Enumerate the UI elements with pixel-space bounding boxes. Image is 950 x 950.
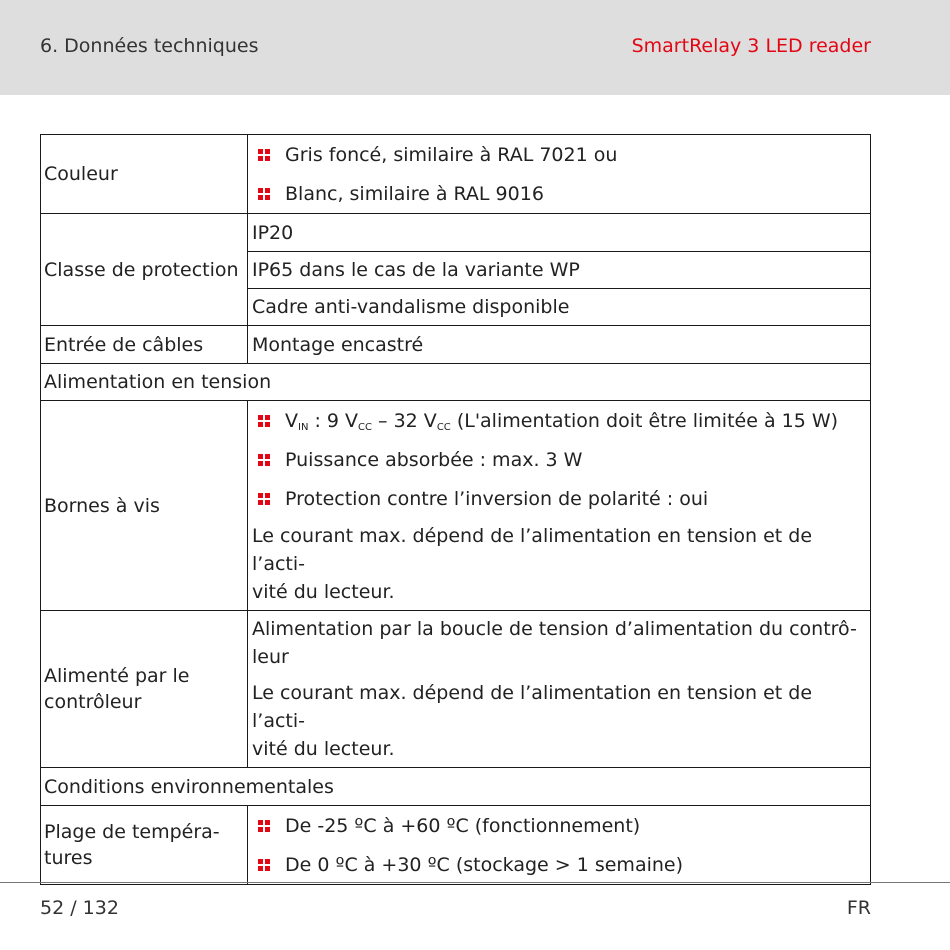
vin-spec: $V_{IN}$ : 9 $V_{CC} - 32$ $V_{CC}$ (L'alimentation doit être limitée à 15 W): [285, 409, 839, 433]
product-name: SmartRelay 3 LED reader: [631, 35, 871, 57]
row-label-temperature: Plage de tempéra- tures: [41, 806, 248, 885]
list-item: De 0 ºC à +30 ºC (stockage > 1 semaine): [252, 845, 866, 884]
section-title: 6. Données techniques: [40, 35, 259, 57]
row-value-controleur: [248, 611, 871, 768]
table-row: [41, 401, 871, 611]
page-number: 52 / 132: [40, 897, 119, 919]
table-row: [41, 135, 871, 214]
row-value-cadre: Cadre anti-vandalisme disponible: [248, 289, 871, 326]
row-label-classe: Classe de protection: [41, 214, 248, 326]
table-row: [41, 364, 871, 401]
red-square-bullet-icon: [258, 820, 270, 832]
table-row: [41, 214, 871, 252]
row-value-bornes: [248, 401, 871, 611]
row-label-bornes: Bornes à vis: [41, 401, 248, 611]
red-square-bullet-icon: [258, 493, 270, 505]
red-square-bullet-icon: [258, 149, 270, 161]
row-value-couleur: [248, 135, 871, 214]
note-paragraph: Le courant max. dépend de l’alimentation en tension et de l’acti- vité du lecteur.: [252, 525, 813, 603]
footer-divider: [0, 882, 950, 883]
table-row: [41, 326, 871, 364]
table-row: [41, 768, 871, 806]
spec-table: [40, 134, 871, 885]
red-square-bullet-icon: [258, 859, 270, 871]
list-item: Puissance absorbée : max. 3 W: [252, 440, 866, 479]
page-header: [0, 0, 950, 95]
row-label-controleur: Alimenté par le contrôleur: [41, 611, 248, 768]
list-item: De -25 ºC à +60 ºC (fonctionnement): [252, 806, 866, 845]
row-label-entree: Entrée de câbles: [41, 326, 248, 364]
red-square-bullet-icon: [258, 188, 270, 200]
row-label-couleur: Couleur: [41, 135, 248, 214]
list-item: Protection contre l’inversion de polarité : oui: [252, 479, 866, 518]
list-item: Blanc, similaire à RAL 9016: [252, 174, 866, 213]
paragraph: Le courant max. dépend de l’alimentation en tension et de l’acti- vité du lecteur.: [252, 682, 813, 760]
row-value-ip65: IP65 dans le cas de la variante WP: [248, 252, 871, 289]
red-square-bullet-icon: [258, 415, 270, 427]
language-code: FR: [846, 897, 871, 919]
list-item: Gris foncé, similaire à RAL 7021 ou: [252, 135, 866, 174]
row-value-entree: Montage encastré: [248, 326, 871, 364]
paragraph: Alimentation par la boucle de tension d’alimentation du contrô- leur: [252, 618, 857, 668]
red-square-bullet-icon: [258, 454, 270, 466]
row-value-ip20: IP20: [248, 214, 871, 252]
table-row: [41, 806, 871, 885]
list-item: [252, 401, 866, 440]
heading-alimentation: Alimentation en tension: [41, 364, 871, 401]
heading-conditions: Conditions environnementales: [41, 768, 871, 806]
row-value-temperature: [248, 806, 871, 885]
table-row: [41, 611, 871, 768]
